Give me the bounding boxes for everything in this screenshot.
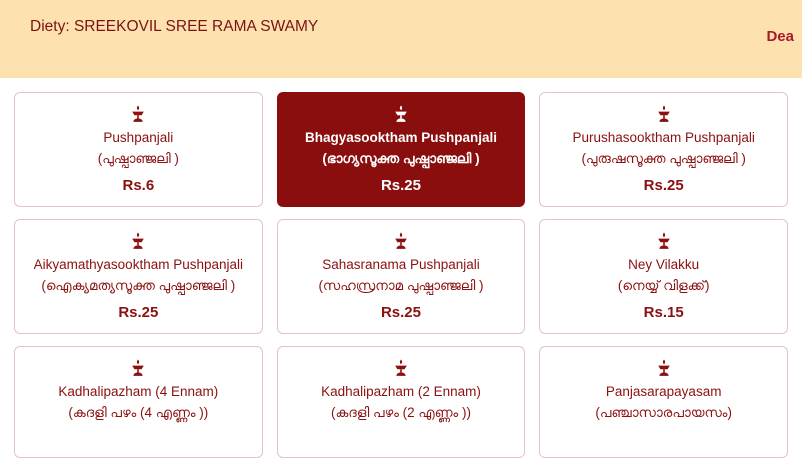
offering-price: Rs.25 — [643, 177, 684, 194]
lamp-icon — [656, 232, 672, 250]
offering-card[interactable] — [14, 346, 263, 458]
offering-price: Rs.6 — [122, 177, 155, 194]
offering-name-ml: (പുരുഷസൂക്ത പുഷ്പാഞ്ജലി ) — [581, 151, 746, 166]
deity-info — [30, 14, 318, 40]
offering-card[interactable] — [277, 346, 526, 458]
lamp-icon — [393, 232, 409, 250]
offering-name-ml: (കദളി പഴം (2 എണ്ണം )) — [331, 405, 471, 420]
deity-label: Diety: — [30, 18, 70, 35]
offering-name-ml: (കദളി പഴം (4 എണ്ണം )) — [68, 405, 209, 420]
offering-name-en: Kadhalipazham (2 Ennam) — [321, 384, 481, 399]
lamp-icon — [656, 359, 672, 377]
offering-name-ml: (ഐക്യമത്യസൂക്ത പുഷ്പാഞ്ജലി ) — [41, 278, 236, 293]
deity-name: SREEKOVIL SREE RAMA SWAMY — [73, 18, 319, 35]
offering-name-en: Kadhalipazham (4 Ennam) — [58, 384, 219, 399]
offering-card[interactable] — [277, 92, 526, 207]
offering-name-en: Aikyamathyasooktham Pushpanjali — [33, 257, 244, 272]
offering-name-en: Pushpanjali — [103, 130, 174, 145]
offering-price: Rs.25 — [380, 177, 421, 194]
lamp-icon — [393, 105, 409, 123]
offering-name-ml: (സഹസ്രനാമ പുഷ്പാഞ്ജലി ) — [318, 278, 484, 293]
lamp-icon — [130, 359, 146, 377]
offering-name-ml: (നെയ്യ് വിളക്ക്) — [617, 278, 710, 293]
offering-card[interactable] — [14, 219, 263, 334]
offering-name-en: Sahasranama Pushpanjali — [322, 257, 480, 272]
lamp-icon — [130, 105, 146, 123]
offering-name-ml: (പുഷ്പാഞ്ജലി ) — [97, 151, 179, 166]
header-right-text: Dea — [766, 28, 794, 45]
offering-price: Rs.25 — [380, 304, 421, 321]
offering-name-en: Panjasarapayasam — [605, 384, 722, 399]
offering-name-en: Bhagyasooktham Pushpanjali — [304, 130, 498, 145]
deity-header — [0, 0, 802, 78]
offering-name-ml: (പഞ്ചാസാരപായസം) — [595, 405, 732, 420]
offering-card[interactable] — [277, 219, 526, 334]
offering-card[interactable] — [539, 92, 788, 207]
lamp-icon — [130, 232, 146, 250]
lamp-icon — [656, 105, 672, 123]
offering-name-en: Purushasooktham Pushpanjali — [572, 130, 755, 145]
offering-price: Rs.25 — [118, 304, 159, 321]
offering-card[interactable] — [539, 346, 788, 458]
offering-card[interactable] — [539, 219, 788, 334]
offering-name-ml: (ഭാഗ്യസൂക്ത പുഷ്പാഞ്ജലി ) — [322, 151, 480, 166]
offering-price: Rs.15 — [643, 304, 684, 321]
offering-card[interactable] — [14, 92, 263, 207]
offerings-grid — [0, 78, 802, 458]
lamp-icon — [393, 359, 409, 377]
offering-name-en: Ney Vilakku — [628, 257, 700, 272]
